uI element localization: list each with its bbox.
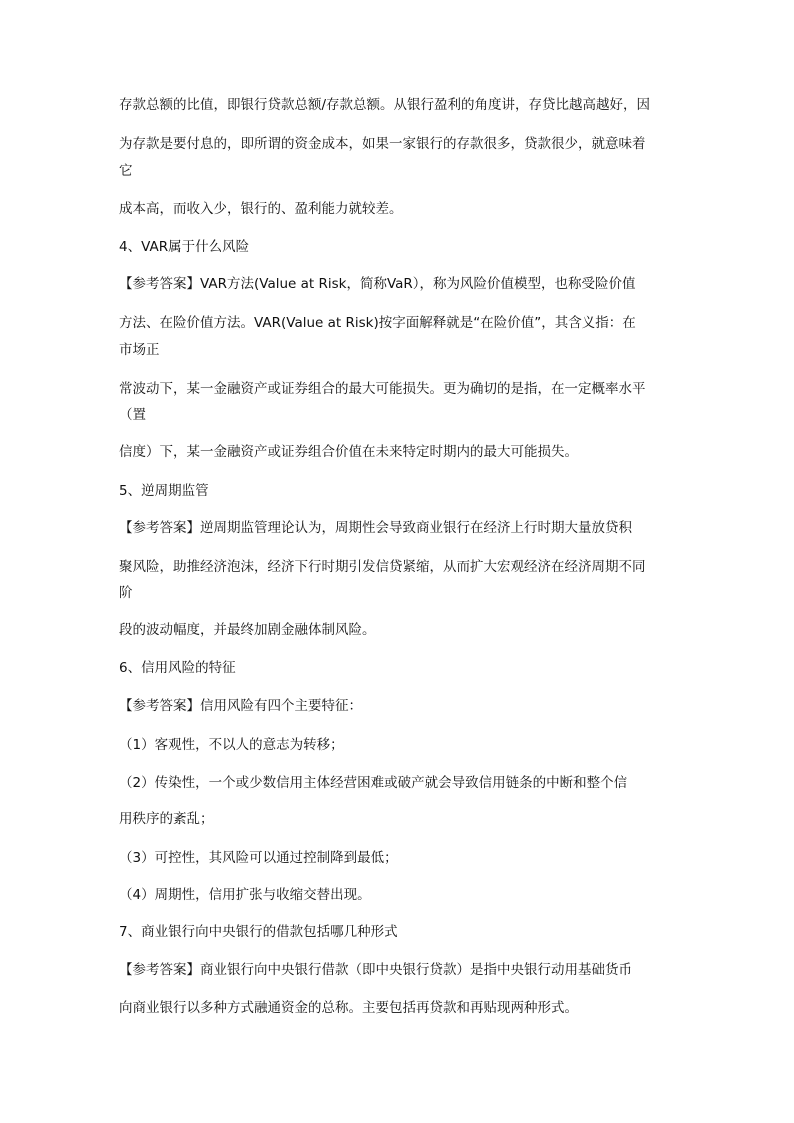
- section-heading: 6、信用风险的特征: [119, 660, 236, 676]
- list-item: （4）周期性，信用扩张与收缩交替出现。: [119, 887, 371, 903]
- text-line: 存款总额的比值，即银行贷款总额/存款总额。从银行盈利的角度讲，存贷比越高越好，因: [119, 97, 651, 113]
- text-line: 【参考答案】VAR方法(Value at Risk，简称VaR），称为风险价值模型，也称受险价值: [119, 276, 636, 292]
- text-line: （置: [119, 407, 146, 423]
- list-item: （1）客观性，不以人的意志为转移；: [119, 737, 344, 753]
- text-line: 成本高，而收入少，银行的、盈利能力就较差。: [119, 201, 403, 217]
- text-line: 常波动下，某一金融资产或证券组合的最大可能损失。更为确切的是指，在一定概率水平: [119, 381, 646, 397]
- text-line: 信度）下，某一金融资产或证券组合价值在未来特定时期内的最大可能损失。: [119, 444, 578, 460]
- text-line: 【参考答案】商业银行向中央银行借款（即中央银行贷款）是指中央银行动用基础货币: [119, 962, 632, 978]
- section-heading: 5、逆周期监管: [119, 483, 209, 499]
- list-item: （2）传染性，一个或少数信用主体经营困难或破产就会导致信用链条的中断和整个信: [119, 775, 628, 791]
- section-heading: 7、商业银行向中央银行的借款包括哪几种形式: [119, 924, 398, 940]
- text-line: 为存款是要付息的，即所谓的资金成本，如果一家银行的存款很多，贷款很少，就意味着: [119, 136, 646, 152]
- text-line: 方法、在险价值方法。VAR(Value at Risk)按字面解释就是“在险价值”，其含义指：在: [119, 315, 636, 331]
- text-line: 市场正: [119, 342, 160, 358]
- text-line: 用秩序的紊乱；: [119, 811, 214, 827]
- text-line: 聚风险，助推经济泡沫，经济下行时期引发信贷紧缩，从而扩大宏观经济在经济周期不同: [119, 559, 646, 575]
- text-line: 阶: [119, 585, 133, 601]
- text-line: 段的波动幅度，并最终加剧金融体制风险。: [119, 622, 376, 638]
- section-heading: 4、VAR属于什么风险: [119, 239, 250, 255]
- text-line: 【参考答案】信用风险有四个主要特征：: [119, 698, 362, 714]
- text-line: 【参考答案】逆周期监管理论认为，周期性会导致商业银行在经济上行时期大量放贷积: [119, 520, 632, 536]
- text-line: 它: [119, 163, 133, 179]
- text-line: 向商业银行以多种方式融通资金的总称。主要包括再贷款和再贴现两种形式。: [119, 1000, 578, 1016]
- list-item: （3）可控性，其风险可以通过控制降到最低；: [119, 850, 398, 866]
